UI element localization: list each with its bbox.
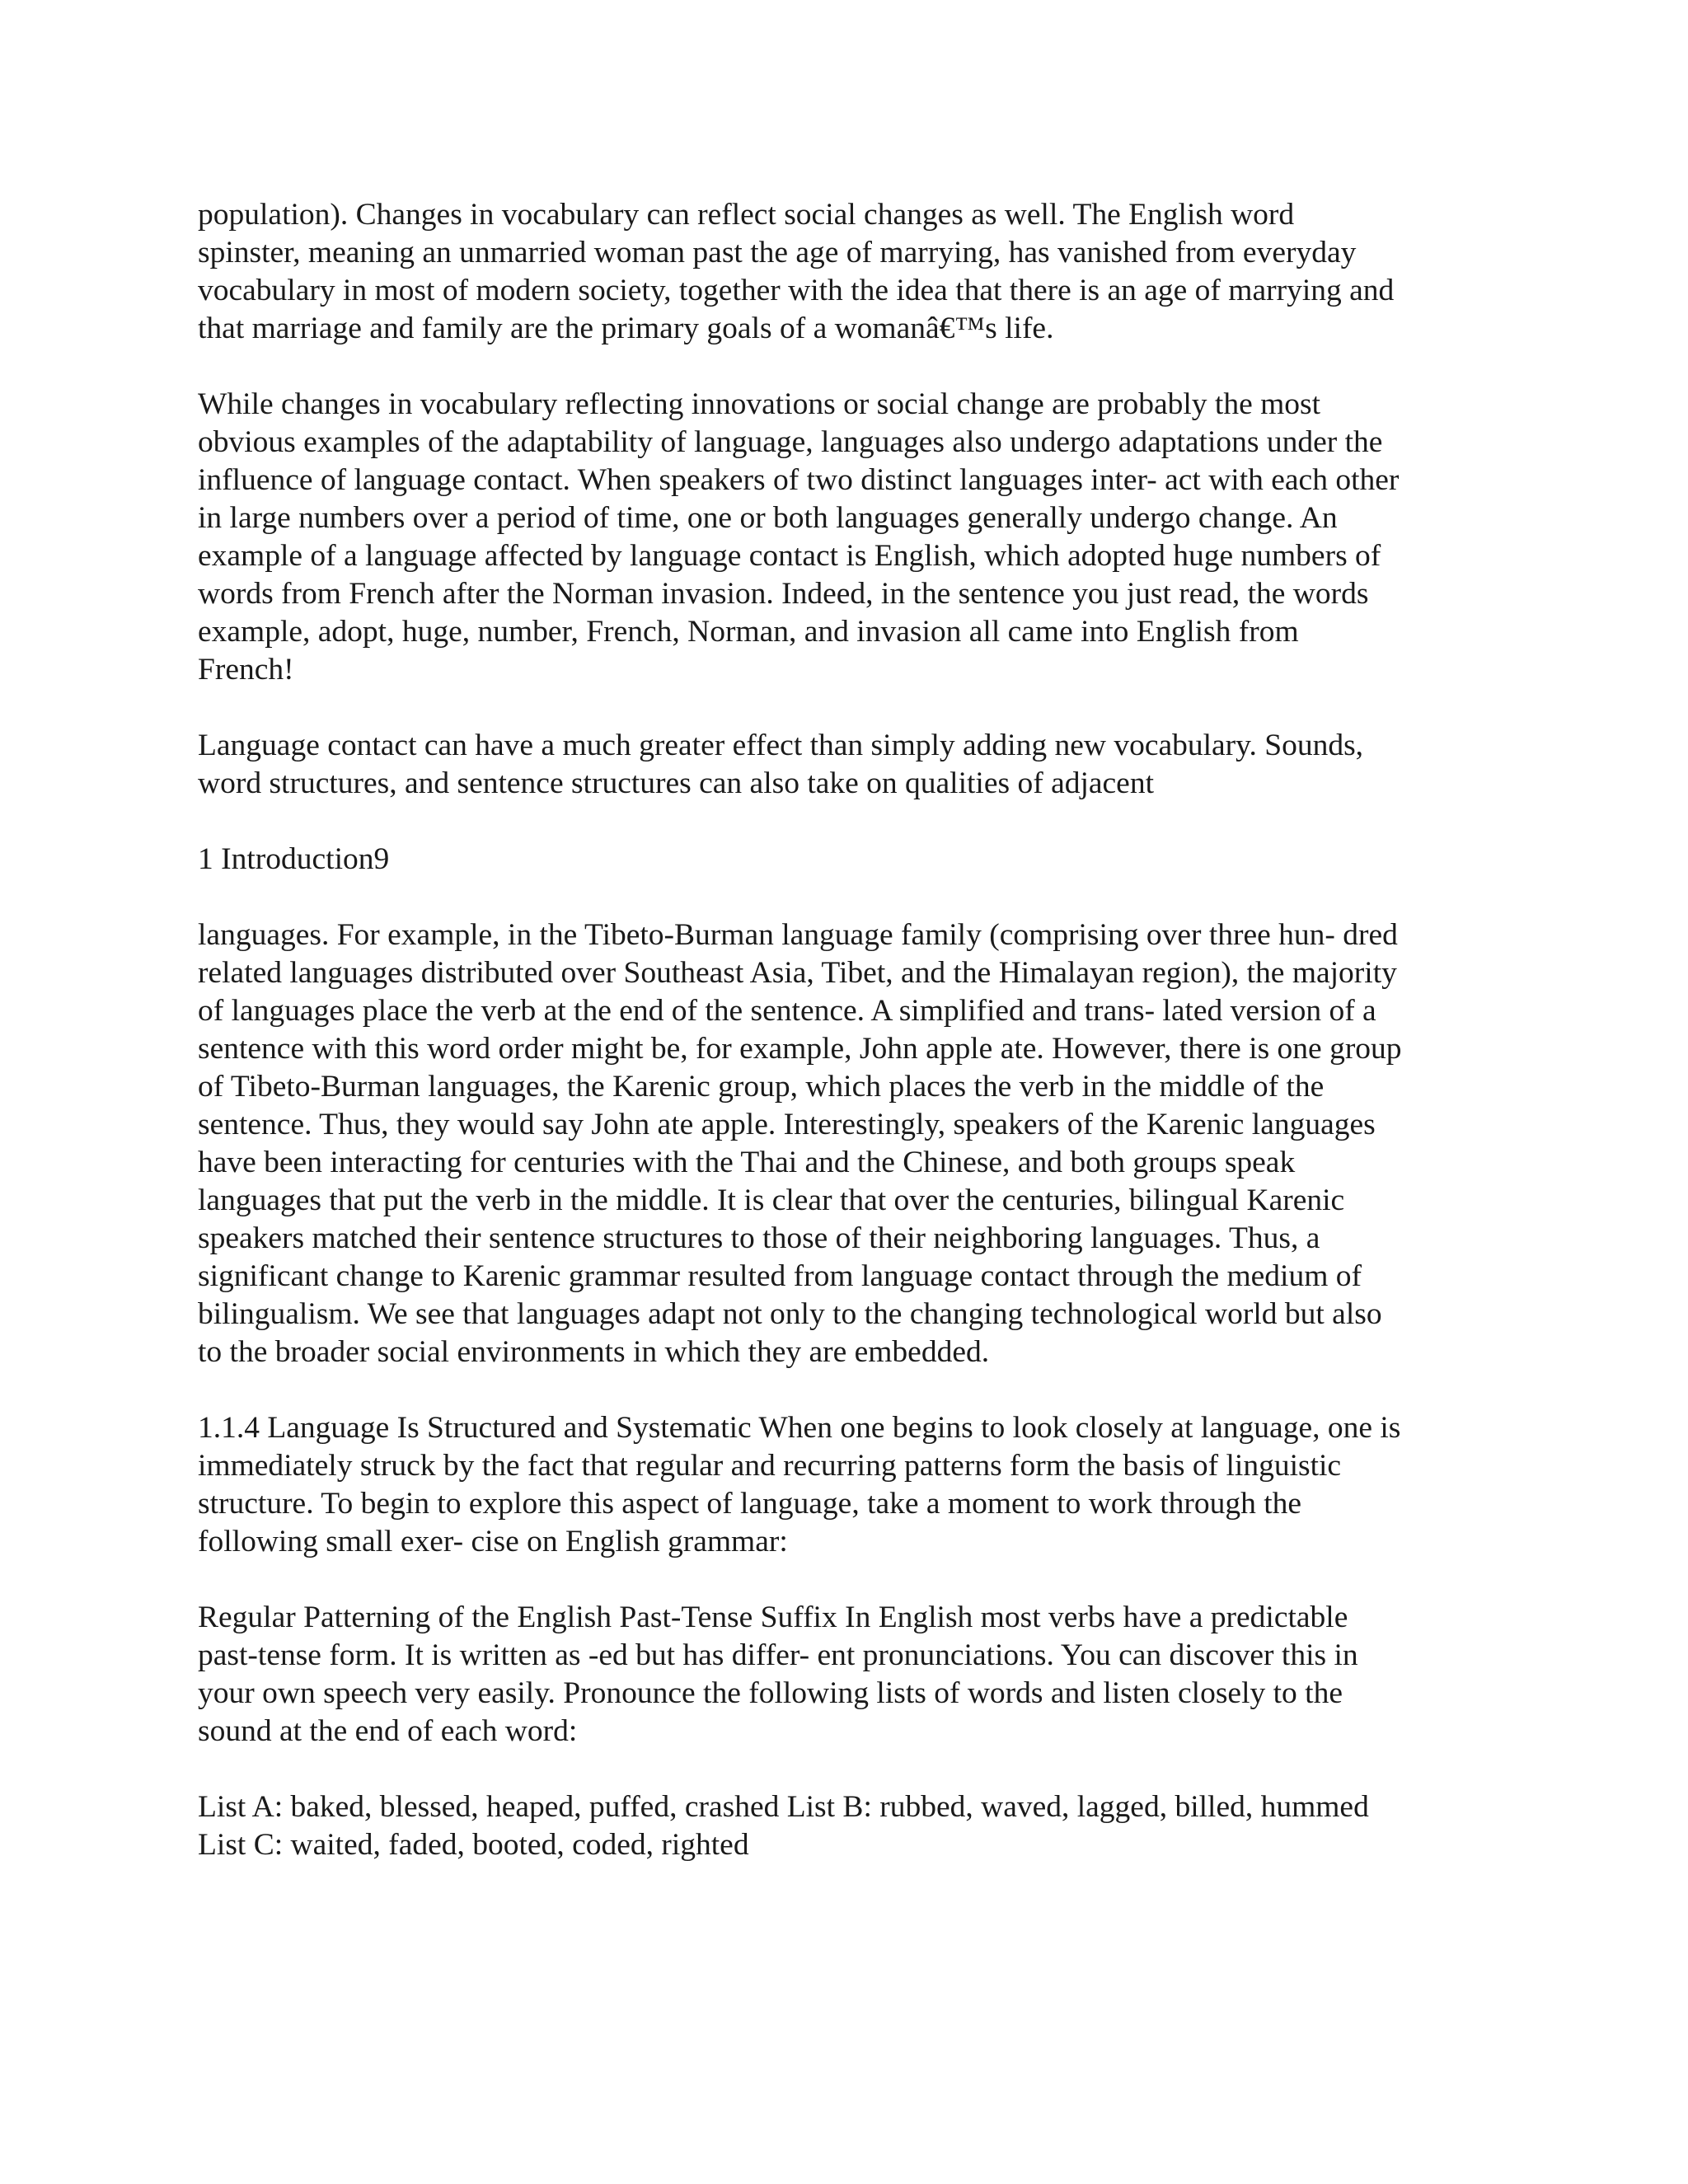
paragraph-contact-effects: Language contact can have a much greater effect than simply adding new vocabulary. Sounds, word structures, and sentence structures can also take on qualities of adjacent <box>198 729 1364 800</box>
paragraph-tibeto-burman: languages. For example, in the Tibeto-Burman language family (comprising over three hun- dred related languages distributed over Southeast Asia, Tibet, and the Himalayan region), the majority of languages place the verb at the end of the sentence. A simplified and trans- lated version of a sentence with this word order might be, for example, John apple ate. However, there is one group of Tibeto-Burman languages, the Karenic group, which places the verb in the middle of the sentence. Thus, they would say John ate apple. Interestingly, speakers of the Karenic languages have been interacting for centuries with the Thai and the Chinese, and both groups speak languages that put the verb in the middle. It is clear that over the centuries, bilingual Karenic speakers matched their sentence structures to those of their neighboring languages. Thus, a significant change to Karenic grammar resulted from language contact through the medium of bilingualism. We see that languages adapt not only to the changing technological world but also to the broader social environments in which they are embedded. <box>198 918 1402 1369</box>
running-header: 1 Introduction9 <box>198 842 390 876</box>
paragraph-word-lists: List A: baked, blessed, heaped, puffed, crashed List B: rubbed, waved, lagged, billed, hummed List C: waited, faded, booted, coded, righted <box>198 1790 1369 1862</box>
paragraph-language-contact: While changes in vocabulary reflecting innovations or social change are probably the most obvious examples of the adaptability of language, languages also undergo adaptations under the influence of language contact. When speakers of two distinct languages inter- act with each other in large numbers over a period of time, one or both languages generally undergo change. An example of a language affected by language contact is English, which adopted huge numbers of words from French after the Norman invasion. Indeed, in the sentence you just read, the words example, adopt, huge, number, French, Norman, and invasion all came into English from French! <box>198 387 1400 687</box>
document-body <box>198 196 1517 1902</box>
paragraph-past-tense-suffix: Regular Patterning of the English Past-Tense Suffix In English most verbs have a predictable past-tense form. It is written as -ed but has differ- ent pronunciations. You can discover this in your own speech very easily. Pronounce the following lists of words and listen closely to the sound at the end of each word: <box>198 1601 1358 1748</box>
paragraph-structured-systematic: 1.1.4 Language Is Structured and Systematic When one begins to look closely at language, one is immediately struck by the fact that regular and recurring patterns form the basis of linguistic structure. To begin to explore this aspect of language, take a moment to work through the following small exer- cise on English grammar: <box>198 1411 1401 1558</box>
paragraph-vocabulary-social-change: population). Changes in vocabulary can reflect social changes as well. The English word spinster, meaning an unmarried woman past the age of marrying, has vanished from everyday vocabulary in most of modern society, together with the idea that there is an age of marrying and that marriage and family are the primary goals of a womanâ€™s life. <box>198 198 1395 345</box>
